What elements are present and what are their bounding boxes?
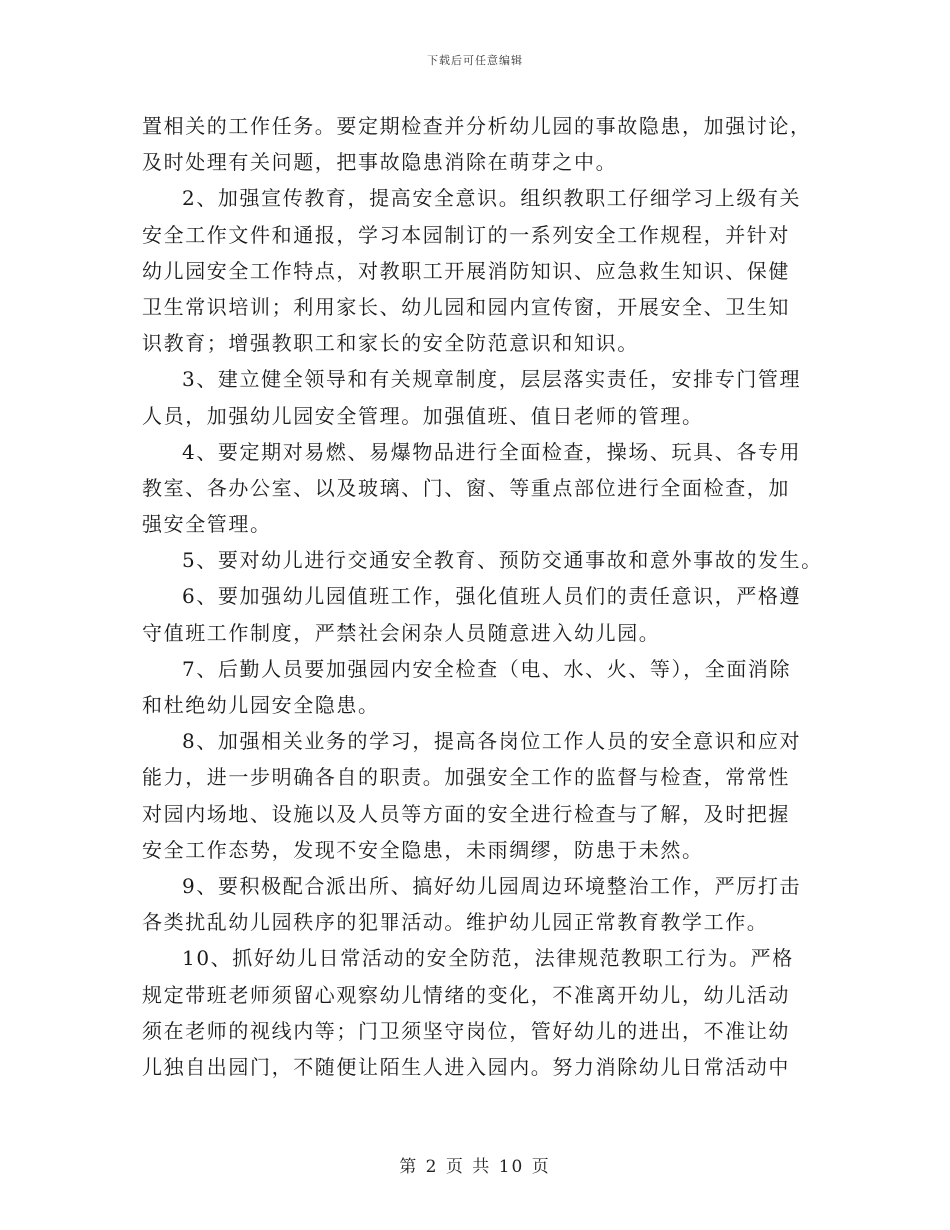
text-line: 须在老师的视线内等；门卫须坚守岗位，管好幼儿的进出，不准让幼 xyxy=(142,1018,790,1043)
text-line: 能力，进一步明确各自的职责。加强安全工作的监督与检查，常常性 xyxy=(142,765,790,790)
text-line: 9、要积极配合派出所、搞好幼儿园周边环境整治工作，严厉打击 xyxy=(182,873,802,898)
text-line: 人员，加强幼儿园安全管理。加强值班、值日老师的管理。 xyxy=(142,403,704,428)
text-line: 6、要加强幼儿园值班工作，强化值班人员们的责任意识，严格遵 xyxy=(182,584,802,609)
text-line: 3、建立健全领导和有关规章制度，层层落实责任，安排专门管理 xyxy=(182,367,802,392)
document-body xyxy=(142,108,823,1085)
text-line: 幼儿园安全工作特点，对教职工开展消防知识、应急救生知识、保健 xyxy=(142,258,790,283)
text-line: 5、要对幼儿进行交通安全教育、预防交通事故和意外事故的发生。 xyxy=(182,548,823,573)
page-number-footer: 第 2 页 共 10 页 xyxy=(399,1157,551,1177)
page-header: 下载后可任意编辑 xyxy=(427,54,523,67)
text-line: 和杜绝幼儿园安全隐患。 xyxy=(142,693,380,717)
text-line: 安全工作文件和通报，学习本园制订的一系列安全工作规程，并针对 xyxy=(142,222,790,247)
text-line: 7、后勤人员要加强园内安全检查（电、水、火、等），全面消除 xyxy=(182,656,792,681)
text-line: 守值班工作制度，严禁社会闲杂人员随意进入幼儿园。 xyxy=(142,620,661,645)
text-line: 各类扰乱幼儿园秩序的犯罪活动。维护幼儿园正常教育教学工作。 xyxy=(142,910,769,935)
text-line: 教室、各办公室、以及玻璃、门、窗、等重点部位进行全面检查，加 xyxy=(142,475,790,500)
text-line: 卫生常识培训；利用家长、幼儿园和园内宣传窗，开展安全、卫生知 xyxy=(142,294,790,319)
text-line: 规定带班老师须留心观察幼儿情绪的变化，不准离开幼儿，幼儿活动 xyxy=(142,982,790,1007)
text-line: 安全工作态势，发现不安全隐患，未雨绸缪，防患于未然。 xyxy=(142,837,704,862)
text-line: 2、加强宣传教育，提高安全意识。组织教职工仔细学习上级有关 xyxy=(182,186,802,211)
text-line: 识教育；增强教职工和家长的安全防范意识和知识。 xyxy=(142,331,639,356)
text-line: 8、加强相关业务的学习，提高各岗位工作人员的安全意识和应对 xyxy=(182,729,802,754)
text-line: 10、抓好幼儿日常活动的安全防范，法律规范教职工行为。严格 xyxy=(182,946,794,971)
text-line: 儿独自出园门，不随便让陌生人进入园内。努力消除幼儿日常活动中 xyxy=(142,1054,790,1079)
text-line: 置相关的工作任务。要定期检查并分析幼儿园的事故隐患，加强讨论， xyxy=(142,114,812,138)
text-line: 强安全管理。 xyxy=(142,512,272,537)
text-line: 及时处理有关问题，把事故隐患消除在萌芽之中。 xyxy=(142,150,618,175)
text-line: 对园内场地、设施以及人员等方面的安全进行检查与了解，及时把握 xyxy=(142,801,790,826)
text-line: 4、要定期对易燃、易爆物品进行全面检查，操场、玩具、各专用 xyxy=(182,439,802,464)
